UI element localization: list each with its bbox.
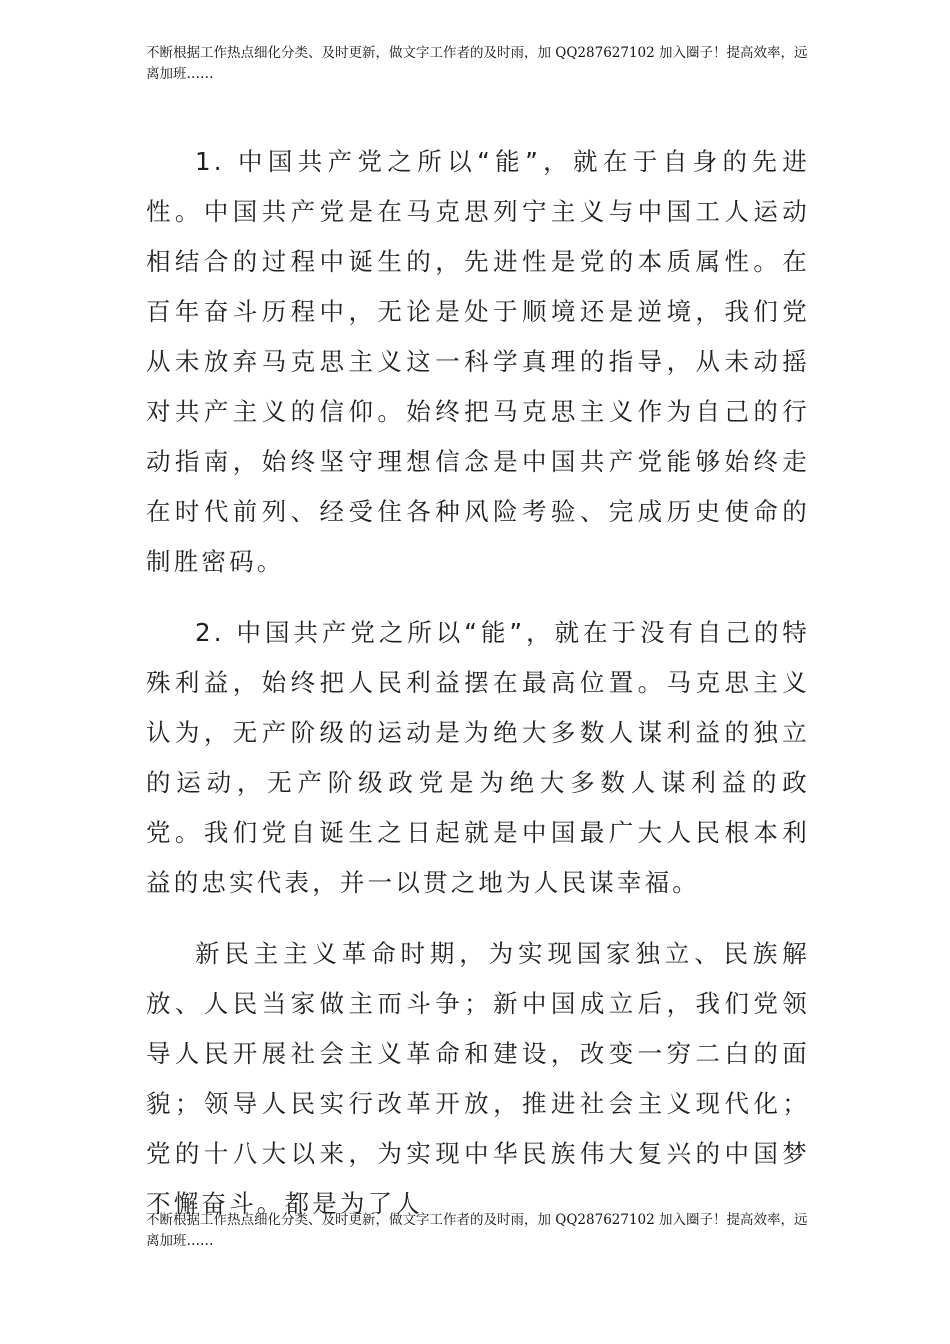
footer-note: 不断根据工作热点细化分类、及时更新，做文字工作者的及时雨，加 QQ287627102 加入圈子！提高效率，远离加班…… — [146, 1212, 808, 1249]
paragraph-1: 1. 中国共产党之所以“能”，就在于自身的先进性。中国共产党是在马克思列宁主义与中国工人运动相结合的过程中诞生的，先进性是党的本质属性。在百年奋斗历程中，无论是处于顺境还是逆境，我们党从未放弃马克思主义这一科学真理的指导，从未动摇对共产主义的信仰。始终把马克思主义作为自己的行动指南，始终坚守理想信念是中国共产党能够始终走在时代前列、经受住各种风险考验、完成历史使命的制胜密码。 — [146, 147, 810, 576]
header-note: 不断根据工作热点细化分类、及时更新，做文字工作者的及时雨，加 QQ287627102 加入圈子！提高效率，远离加班…… — [146, 45, 808, 82]
paragraph-2: 2. 中国共产党之所以“能”，就在于没有自己的特殊利益，始终把人民利益摆在最高位置。马克思主义认为，无产阶级的运动是为绝大多数人谋利益的独立的运动，无产阶级政党是为绝大多数人谋利益的政党。我们党自诞生之日起就是中国最广大人民根本利益的忠实代表，并一以贯之地为人民谋幸福。 — [146, 618, 810, 897]
document-body — [146, 137, 810, 1229]
paragraph-3: 新民主主义革命时期，为实现国家独立、民族解放、人民当家做主而斗争；新中国成立后，我们党领导人民开展社会主义革命和建设，改变一穷二白的面貌；领导人民实行改革开放，推进社会主义现代化；党的十八大以来，为实现中华民族伟大复兴的中国梦不懈奋斗。都是为了人 — [146, 939, 810, 1218]
